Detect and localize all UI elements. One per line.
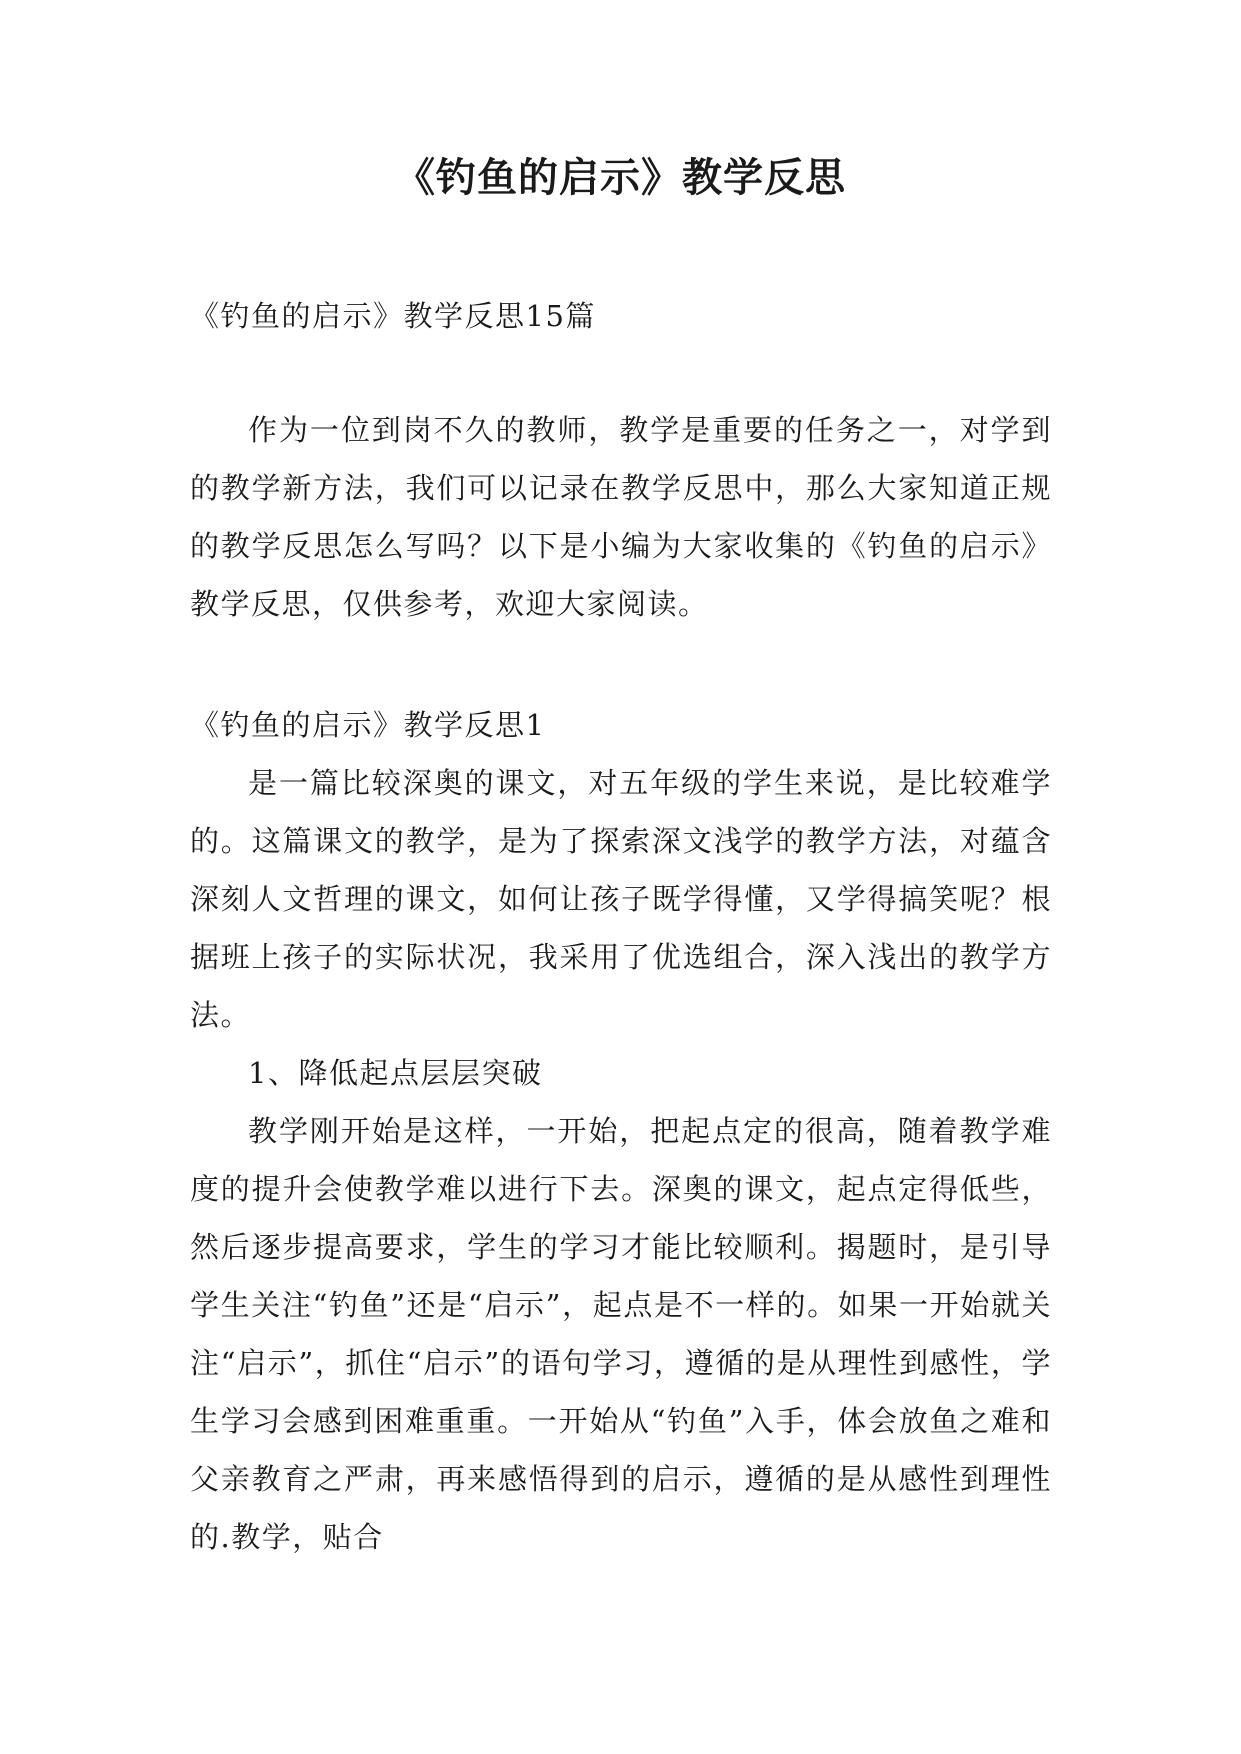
body-paragraph: 是一篇比较深奥的课文，对五年级的学生来说，是比较难学的。这篇课文的教学，是为了探索深文浅学的教学方法，对蕴含深刻人文哲理的课文，如何让孩子既学得懂，又学得搞笑呢？根据班上孩子的实际状况，我采用了优选组合，深入浅出的教学方法。 [190,766,1052,1032]
intro-paragraph: 作为一位到岗不久的教师，教学是重要的任务之一，对学到的教学新方法，我们可以记录在教学反思中，那么大家知道正规的教学反思怎么写吗？以下是小编为大家收集的《钓鱼的启示》教学反思，仅供参考，欢迎大家阅读。 [190,413,1052,621]
document-title: 《钓鱼的启示》教学反思 [395,155,846,201]
section-body [190,754,1052,1566]
subsection-heading: 1、降低起点层层突破 [248,1056,543,1090]
body-paragraph: 教学刚开始是这样，一开始，把起点定的很高，随着教学难度的提升会使教学难以进行下去。深奥的课文，起点定得低些，然后逐步提高要求，学生的学习才能比较顺利。揭题时，是引导学生关注“钓鱼”还是“启示”，起点是不一样的。如果一开始就关注“启示”，抓住“启示”的语句学习，遵循的是从理性到感性，学生学习会感到困难重重。一开始从“钓鱼”入手，体会放鱼之难和父亲教育之严肃，再来感悟得到的启示，遵循的是从感性到理性的.教学，贴合 [190,1114,1052,1554]
section-heading: 《钓鱼的启示》教学反思1 [190,708,546,742]
document-subtitle: 《钓鱼的启示》教学反思15篇 [190,299,596,333]
